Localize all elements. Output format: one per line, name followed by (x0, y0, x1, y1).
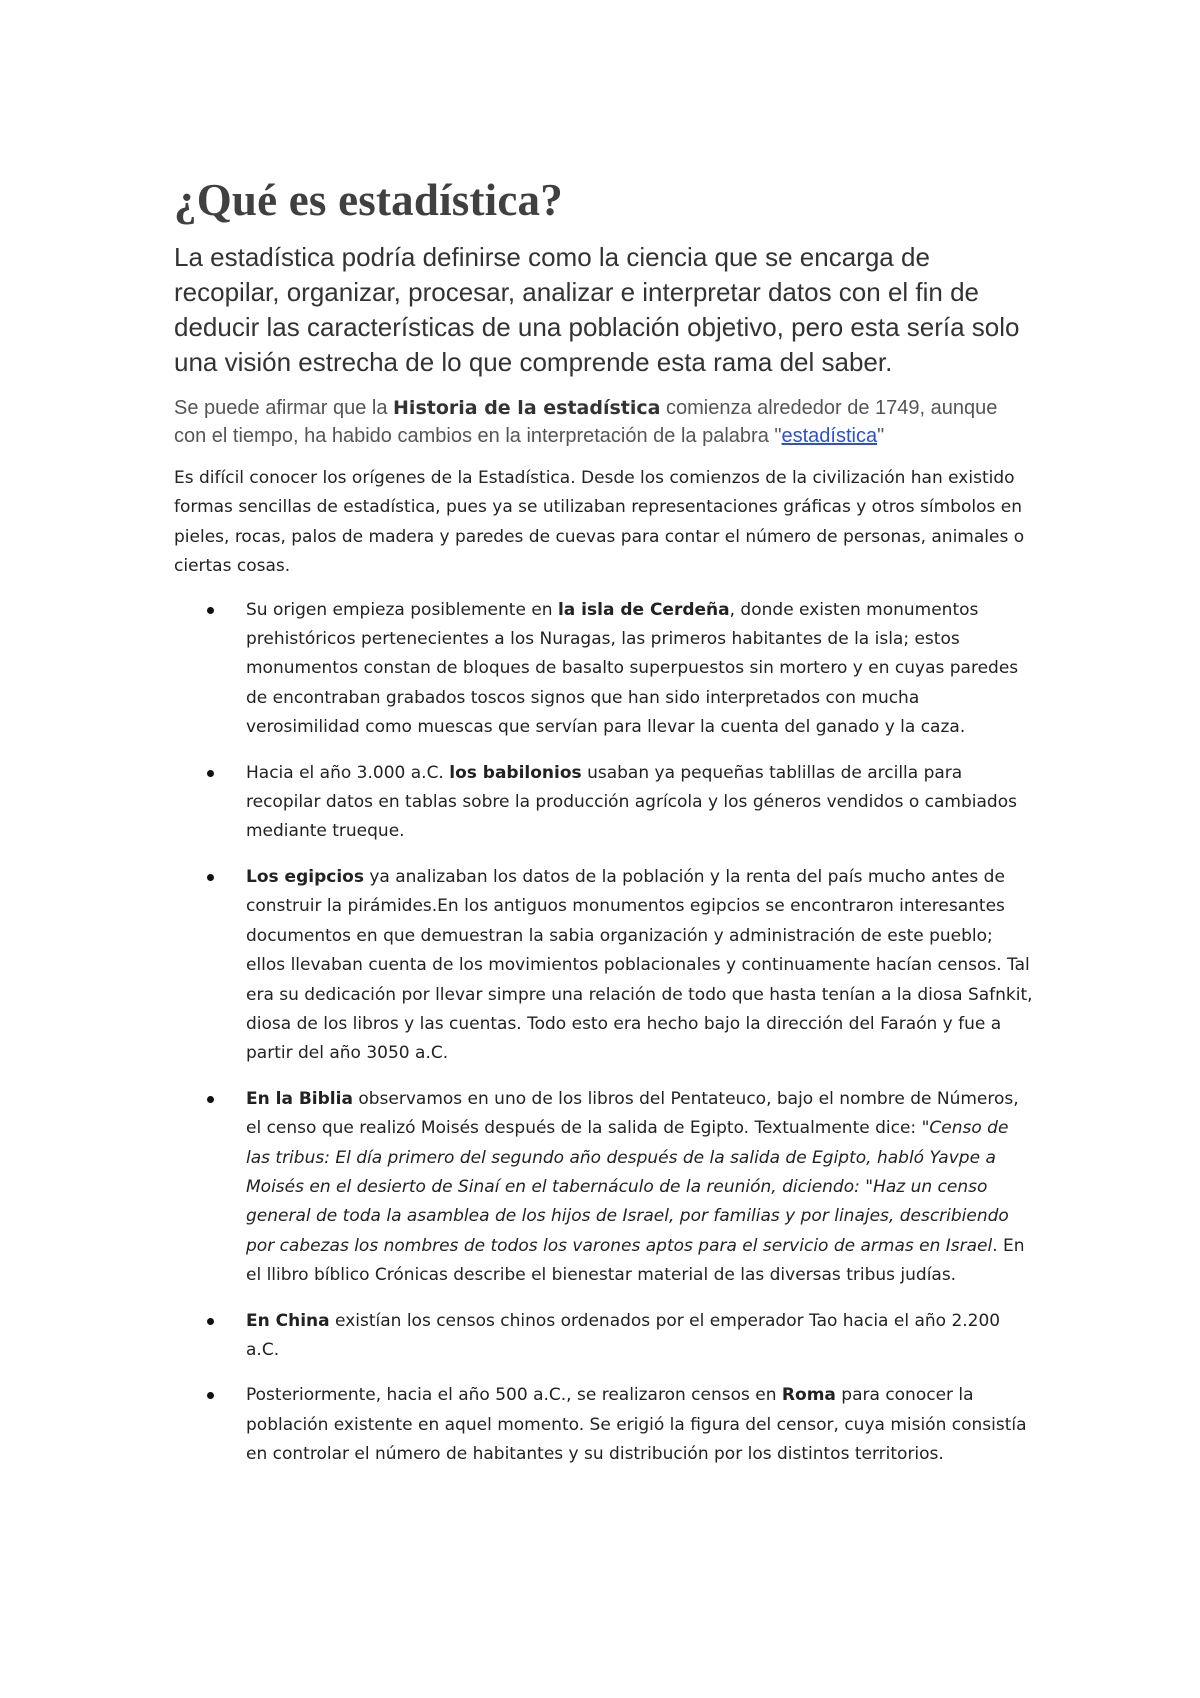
page-title: ¿Qué es estadística? (174, 175, 563, 225)
list-item: Su origen empieza posiblemente en la isla de Cerdeña, donde existen monumentos prehistóricos pertenecientes a los Nuragas, las primeros habitantes de la isla; estos monumentos constan de bloques de basalto superpuestos sin mortero y en cuyas paredes de encontraban grabados toscos signos que han sido interpretados con mucha verosimilidad como muescas que servían para llevar la cuenta del ganado y la caza. (174, 596, 1034, 743)
list-item: Hacia el año 3.000 a.C. los babilonios usaban ya pequeñas tablillas de arcilla para recopilar datos en tablas sobre la producción agrícola y los géneros vendidos o cambiados mediante trueque. (174, 759, 1034, 847)
history-text-after: " (877, 425, 885, 447)
bullet-dot (207, 1318, 214, 1325)
history-paragraph (174, 394, 1034, 450)
document-page (174, 172, 1034, 1486)
intro-paragraph: Es difícil conocer los orígenes de la Estadística. Desde los comienzos de la civilización han existido formas sencillas de estadística, pues ya se utilizaban representaciones gráficas y otros símbolos en pieles, rocas, palos de madera y paredes de cuevas para contar el número de personas, animales o ciertas cosas. (174, 468, 1025, 577)
bullet-dot (207, 874, 214, 881)
history-strong: Historia de la estadística (393, 397, 661, 419)
list-item: En la Biblia observamos en uno de los libros del Pentateuco, bajo el nombre de Números, el censo que realizó Moisés después de la salida de Egipto. Textualmente dice: "Censo de las tribus: El día primero del segundo año después de la salida de Egipto, habló Yavpe a Moisés en el desierto de Sinaí en el tabernáculo de la reunión, diciendo: "Haz un censo general de toda la asamblea de los hijos de Israel, por familias y por linajes, describiendo por cabezas los nombres de todos los varones aptos para el servicio de armas en Israel. En el llibro bíblico Crónicas describe el bienestar material de las diversas tribus judías. (174, 1085, 1034, 1291)
estadistica-link[interactable]: estadística (781, 425, 878, 447)
history-text-middle: comienza alrededor de 1749, aunque con el tiempo, ha habido cambios en la interpretación de la palabra " (174, 397, 998, 447)
bullet-dot (207, 607, 214, 614)
bullet-dot (207, 1096, 214, 1103)
lead-paragraph: La estadística podría definirse como la ciencia que se encarga de recopilar, organizar, procesar, analizar e interpretar datos con el fin de deducir las características de una población objetivo, pero esta sería solo una visión estrecha de lo que comprende esta rama del saber. (174, 242, 1020, 377)
bullet-dot (207, 1392, 214, 1399)
bullet-dot (207, 770, 214, 777)
history-bullet-list (174, 596, 1034, 1470)
list-item: En China existían los censos chinos ordenados por el emperador Tao hacia el año 2.200 a.C. (174, 1307, 1034, 1366)
list-item: Posteriormente, hacia el año 500 a.C., se realizaron censos en Roma para conocer la población existente en aquel momento. Se erigió la figura del censor, cuya misión consistía en controlar el número de habitantes y su distribución por los distintos territorios. (174, 1381, 1034, 1469)
history-text-before: Se puede afirmar que la (174, 397, 394, 419)
list-item: Los egipcios ya analizaban los datos de la población y la renta del país mucho antes de construir la pirámides.En los antiguos monumentos egipcios se encontraron interesantes documentos en que demuestran la sabia organización y administración de este pueblo; ellos llevaban cuenta de los movimientos poblacionales y continuamente hacían censos. Tal era su dedicación por llevar simpre una relación de todo que hasta tenían a la diosa Safnkit, diosa de los libros y las cuentas. Todo esto era hecho bajo la dirección del Faraón y fue a partir del año 3050 a.C. (174, 863, 1034, 1069)
